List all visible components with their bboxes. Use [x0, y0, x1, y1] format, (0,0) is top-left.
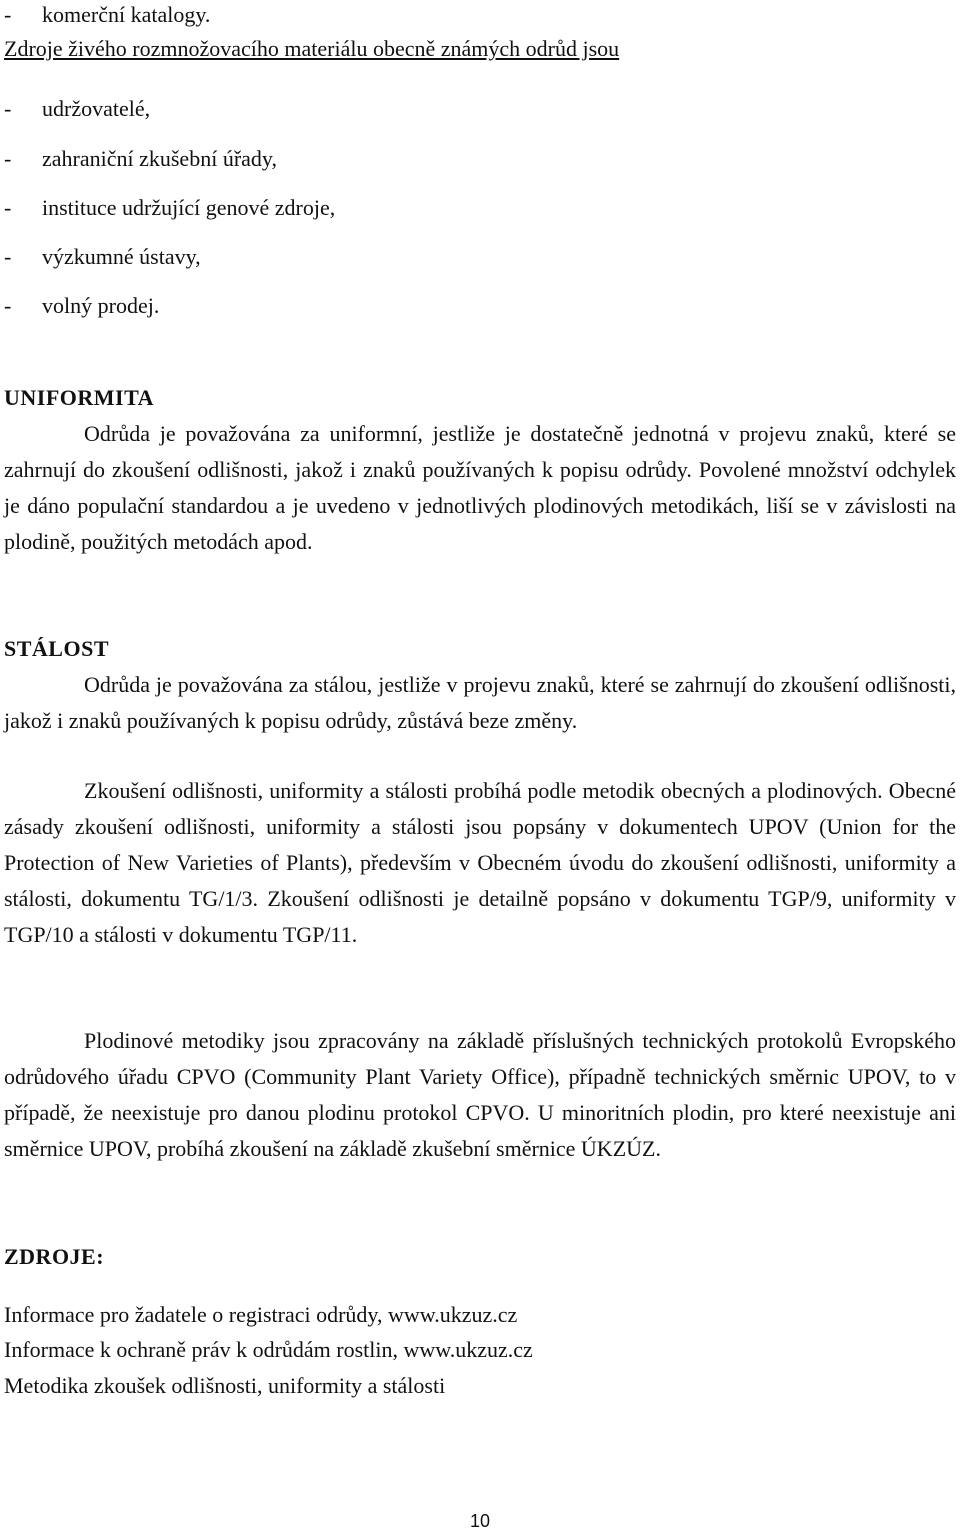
list-item-text: zahraniční zkušební úřady, — [42, 146, 277, 171]
sources-heading: ZDROJE: — [4, 1244, 105, 1269]
paragraph-crop-methods: Plodinové metodiky jsou zpracovány na základě příslušných technických protokolů Evropského odrůdového úřadu CPVO (Community Plant Variety Office), případně technických směrnic UPOV, to v případě, že neexistuje pro danou plodinu protokol CPVO. U minoritních plodin, pro které neexistuje ani směrnice UPOV, probíhá zkoušení na základě zkušební směrnice ÚKZÚZ. — [4, 1028, 956, 1161]
list-item-text: výzkumné ústavy, — [42, 244, 201, 269]
list-item: - výzkumné ústavy, — [4, 244, 201, 269]
list-item-text: volný prodej. — [42, 293, 160, 318]
source-item: Informace pro žadatele o registraci odrůdy, www.ukzuz.cz — [4, 1302, 518, 1327]
list-item: - komerční katalogy. — [4, 2, 211, 27]
page-number: 10 — [469, 1511, 491, 1531]
source-item: Informace k ochraně práv k odrůdám rostlin, www.ukzuz.cz — [4, 1337, 533, 1362]
list-intro: Zdroje živého rozmnožovacího materiálu obecně známých odrůd jsou — [4, 36, 620, 61]
list-item-text: instituce udržující genové zdroje, — [42, 195, 336, 220]
source-item: Metodika zkoušek odlišnosti, uniformity a stálosti — [4, 1373, 446, 1398]
section-heading-uniformita: UNIFORMITA — [4, 385, 155, 410]
list-item: - udržovatelé, — [4, 96, 151, 121]
paragraph-methods: Zkoušení odlišnosti, uniformity a stálosti probíhá podle metodik obecných a plodinových. Obecné zásady zkoušení odlišnosti, uniformity a stálosti jsou popsány v dokumentech UPOV (Union for the Protection of New Varieties of Plants), především v Obecném úvodu do zkoušení odlišnosti, uniformity a stálosti, dokumentu TG/1/3. Zkoušení odlišnosti je detailně popsáno v dokumentu TGP/9, uniformity v TGP/10 a stálosti v dokumentu TGP/11. — [4, 778, 956, 947]
list-item: - instituce udržující genové zdroje, — [4, 195, 336, 220]
paragraph-stalost: Odrůda je považována za stálou, jestliže v projevu znaků, které se zahrnují do zkoušení odlišnosti, jakož i znaků používaných k popisu odrůdy, zůstává beze změny. — [4, 672, 956, 733]
list-item-text: udržovatelé, — [42, 96, 151, 121]
paragraph-uniformita: Odrůda je považována za uniformní, jestliže je dostatečně jednotná v projevu znaků, které se zahrnují do zkoušení odlišnosti, jakož i znaků používaných k popisu odrůdy. Povolené množství odchylek je dáno populační standardou a je uvedeno v jednotlivých plodinových metodikách, liší se v závislosti na plodině, použitých metodách apod. — [4, 421, 956, 554]
section-heading-stalost: STÁLOST — [4, 636, 109, 661]
list-item-text: komerční katalogy. — [42, 2, 211, 27]
list-item: - zahraniční zkušební úřady, — [4, 146, 277, 171]
list-item: - volný prodej. — [4, 293, 160, 318]
